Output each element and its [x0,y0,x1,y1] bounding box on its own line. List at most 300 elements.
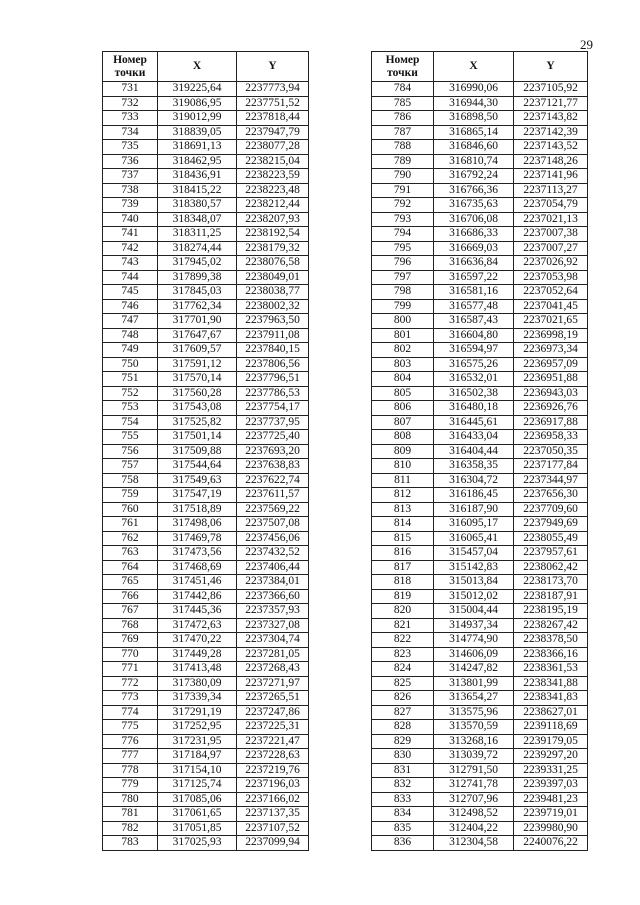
y-coordinate-cell: 2237796,51 [237,372,309,387]
y-coordinate-cell: 2238055,49 [514,531,588,546]
x-coordinate-cell: 317252,95 [158,720,237,735]
point-number-cell: 776 [103,734,158,749]
point-number-cell: 816 [372,546,434,561]
x-coordinate-cell: 319225,64 [158,82,237,97]
x-coordinate-cell: 318415,22 [158,183,237,198]
point-number-cell: 827 [372,705,434,720]
table-row [372,705,588,720]
x-coordinate-cell: 312498,52 [434,807,514,822]
point-number-cell: 739 [103,198,158,213]
y-coordinate-cell: 2237357,93 [237,604,309,619]
x-coordinate-cell: 317380,09 [158,676,237,691]
point-number-cell: 737 [103,169,158,184]
y-coordinate-cell: 2237026,92 [514,256,588,271]
table-row [103,169,309,184]
table-row [372,531,588,546]
y-coordinate-cell: 2237142,39 [514,125,588,140]
point-number-cell: 752 [103,386,158,401]
point-number-cell: 771 [103,662,158,677]
point-number-cell: 836 [372,836,434,851]
table-row [103,691,309,706]
y-coordinate-cell: 2238062,42 [514,560,588,575]
y-coordinate-cell: 2238366,16 [514,647,588,662]
table-row [103,82,309,97]
x-coordinate-cell: 316095,17 [434,517,514,532]
x-coordinate-cell: 316669,03 [434,241,514,256]
table-row [103,807,309,822]
y-coordinate-cell: 2238212,44 [237,198,309,213]
y-coordinate-cell: 2238002,32 [237,299,309,314]
y-coordinate-cell: 2237327,08 [237,618,309,633]
x-coordinate-cell: 315012,02 [434,589,514,604]
point-number-cell: 828 [372,720,434,735]
table-row [372,241,588,256]
table-row [372,778,588,793]
table-row [372,807,588,822]
y-coordinate-cell: 2238077,28 [237,140,309,155]
point-number-cell: 782 [103,821,158,836]
point-number-cell: 733 [103,111,158,126]
x-coordinate-cell: 315004,44 [434,604,514,619]
y-coordinate-cell: 2237143,82 [514,111,588,126]
x-coordinate-cell: 314774,90 [434,633,514,648]
y-coordinate-cell: 2237021,13 [514,212,588,227]
table-row [103,212,309,227]
point-number-cell: 761 [103,517,158,532]
point-number-cell: 795 [372,241,434,256]
y-coordinate-cell: 2238267,42 [514,618,588,633]
table-row [103,618,309,633]
point-number-cell: 793 [372,212,434,227]
point-number-cell: 766 [103,589,158,604]
point-number-cell: 756 [103,444,158,459]
x-coordinate-cell: 312791,50 [434,763,514,778]
table-row [103,125,309,140]
y-coordinate-cell: 2237148,26 [514,154,588,169]
point-number-cell: 777 [103,749,158,764]
table-row [372,314,588,329]
x-coordinate-cell: 317449,28 [158,647,237,662]
point-number-cell: 818 [372,575,434,590]
point-number-cell: 770 [103,647,158,662]
x-coordinate-cell: 317547,19 [158,488,237,503]
point-number-cell: 809 [372,444,434,459]
x-coordinate-cell: 313654,27 [434,691,514,706]
point-number-cell: 822 [372,633,434,648]
y-coordinate-cell: 2237366,60 [237,589,309,604]
table-row [372,183,588,198]
x-coordinate-cell: 316304,72 [434,473,514,488]
x-coordinate-cell: 312404,22 [434,821,514,836]
point-number-cell: 797 [372,270,434,285]
x-coordinate-cell: 313268,16 [434,734,514,749]
table-row [372,111,588,126]
table-row [103,270,309,285]
x-coordinate-cell: 316990,06 [434,82,514,97]
point-number-cell: 750 [103,357,158,372]
point-number-cell: 745 [103,285,158,300]
point-number-cell: 748 [103,328,158,343]
y-coordinate-cell: 2237268,43 [237,662,309,677]
y-coordinate-cell: 2238627,01 [514,705,588,720]
y-coordinate-cell: 2237947,79 [237,125,309,140]
point-number-cell: 792 [372,198,434,213]
point-number-cell: 798 [372,285,434,300]
y-coordinate-cell: 2237737,95 [237,415,309,430]
x-coordinate-cell: 316792,24 [434,169,514,184]
table-row [103,198,309,213]
point-number-cell: 774 [103,705,158,720]
y-header: Y [514,52,588,82]
x-coordinate-cell: 317647,67 [158,328,237,343]
table-row [103,183,309,198]
table-row [103,546,309,561]
table-row [372,604,588,619]
point-number-header-line1: Номер [113,53,147,66]
x-coordinate-cell: 316735,63 [434,198,514,213]
point-number-cell: 814 [372,517,434,532]
y-coordinate-cell: 2238207,93 [237,212,309,227]
x-coordinate-cell: 318436,91 [158,169,237,184]
x-coordinate-cell: 317472,63 [158,618,237,633]
y-coordinate-cell: 2237963,50 [237,314,309,329]
x-coordinate-cell: 318380,57 [158,198,237,213]
x-coordinate-cell: 316480,18 [434,401,514,416]
x-coordinate-cell: 316433,04 [434,430,514,445]
x-coordinate-cell: 314247,82 [434,662,514,677]
x-coordinate-cell: 316581,16 [434,285,514,300]
x-coordinate-cell: 316944,30 [434,96,514,111]
x-coordinate-cell: 312741,78 [434,778,514,793]
table-row [103,560,309,575]
table-row [103,459,309,474]
y-coordinate-cell: 2237709,60 [514,502,588,517]
y-coordinate-cell: 2237137,35 [237,807,309,822]
x-coordinate-cell: 318311,25 [158,227,237,242]
x-coordinate-cell: 317518,89 [158,502,237,517]
table-row [103,647,309,662]
point-number-cell: 769 [103,633,158,648]
table-row [372,140,588,155]
table-row [103,444,309,459]
table-row [103,285,309,300]
x-coordinate-cell: 317468,69 [158,560,237,575]
table-row [103,575,309,590]
point-number-cell: 749 [103,343,158,358]
x-coordinate-cell: 317544,64 [158,459,237,474]
x-coordinate-cell: 317473,56 [158,546,237,561]
point-number-cell: 804 [372,372,434,387]
table-row [103,241,309,256]
table-row [372,560,588,575]
point-number-cell: 803 [372,357,434,372]
x-coordinate-cell: 317231,95 [158,734,237,749]
point-number-cell: 796 [372,256,434,271]
table-body-right [372,82,588,851]
table-row [103,140,309,155]
table-row [372,401,588,416]
table-row [372,82,588,97]
table-row [372,386,588,401]
x-coordinate-cell: 317570,14 [158,372,237,387]
table-row [103,531,309,546]
y-coordinate-cell: 2237021,65 [514,314,588,329]
x-coordinate-cell: 317445,36 [158,604,237,619]
x-coordinate-cell: 316186,45 [434,488,514,503]
x-coordinate-cell: 318274,44 [158,241,237,256]
point-number-cell: 829 [372,734,434,749]
table-row [103,357,309,372]
y-coordinate-cell: 2238187,91 [514,589,588,604]
y-coordinate-cell: 2237693,20 [237,444,309,459]
table-row [103,430,309,445]
point-number-cell: 784 [372,82,434,97]
x-coordinate-cell: 317085,06 [158,792,237,807]
point-number-cell: 820 [372,604,434,619]
point-number-cell: 760 [103,502,158,517]
y-coordinate-cell: 2237281,05 [237,647,309,662]
point-number-cell: 741 [103,227,158,242]
table-row [372,227,588,242]
point-number-cell: 736 [103,154,158,169]
y-coordinate-cell: 2237141,96 [514,169,588,184]
table-row [103,96,309,111]
x-coordinate-cell: 315457,04 [434,546,514,561]
point-number-cell: 823 [372,647,434,662]
point-number-cell: 800 [372,314,434,329]
x-coordinate-cell: 317470,22 [158,633,237,648]
table-row [372,821,588,836]
point-number-cell: 765 [103,575,158,590]
y-coordinate-cell: 2237384,01 [237,575,309,590]
x-coordinate-cell: 317701,90 [158,314,237,329]
y-coordinate-cell: 2237773,94 [237,82,309,97]
table-row [372,299,588,314]
table-row [372,546,588,561]
table-row [103,778,309,793]
x-coordinate-cell: 312304,58 [434,836,514,851]
point-number-cell: 801 [372,328,434,343]
table-row [103,676,309,691]
table-row [103,343,309,358]
point-number-cell: 753 [103,401,158,416]
x-coordinate-cell: 313039,72 [434,749,514,764]
point-number-cell: 759 [103,488,158,503]
table-row [372,691,588,706]
point-number-cell: 817 [372,560,434,575]
table-row [103,633,309,648]
point-number-cell: 754 [103,415,158,430]
point-number-cell: 835 [372,821,434,836]
y-coordinate-cell: 2237432,52 [237,546,309,561]
point-number-cell: 781 [103,807,158,822]
table-row [103,502,309,517]
x-coordinate-cell: 313575,96 [434,705,514,720]
y-coordinate-cell: 2238076,58 [237,256,309,271]
table-row [372,792,588,807]
point-number-cell: 802 [372,343,434,358]
y-coordinate-cell: 2237456,06 [237,531,309,546]
table-row [103,328,309,343]
x-coordinate-cell: 316404,44 [434,444,514,459]
table-row [103,821,309,836]
y-coordinate-cell: 2237221,47 [237,734,309,749]
x-coordinate-cell: 317051,85 [158,821,237,836]
point-number-cell: 742 [103,241,158,256]
point-number-cell: 812 [372,488,434,503]
table-row [372,169,588,184]
y-coordinate-cell: 2239719,01 [514,807,588,822]
table-row [372,473,588,488]
point-number-cell: 821 [372,618,434,633]
point-number-cell: 734 [103,125,158,140]
x-coordinate-cell: 317899,38 [158,270,237,285]
point-number-cell: 762 [103,531,158,546]
y-coordinate-cell: 2237121,77 [514,96,588,111]
y-coordinate-cell: 2239331,25 [514,763,588,778]
point-number-cell: 808 [372,430,434,445]
x-coordinate-cell: 317591,12 [158,357,237,372]
y-coordinate-cell: 2238038,77 [237,285,309,300]
x-coordinate-cell: 316065,41 [434,531,514,546]
y-coordinate-cell: 2237569,22 [237,502,309,517]
x-coordinate-cell: 316597,22 [434,270,514,285]
point-number-cell: 735 [103,140,158,155]
table-row [372,749,588,764]
table-row [372,720,588,735]
table-row [372,372,588,387]
x-coordinate-cell: 313801,99 [434,676,514,691]
x-coordinate-cell: 317451,46 [158,575,237,590]
point-number-cell: 743 [103,256,158,271]
table-row [372,647,588,662]
y-coordinate-cell: 2238195,19 [514,604,588,619]
point-number-cell: 731 [103,82,158,97]
point-number-cell: 775 [103,720,158,735]
x-coordinate-cell: 316594,97 [434,343,514,358]
x-coordinate-cell: 318348,07 [158,212,237,227]
x-header: X [158,52,237,82]
point-number-cell: 834 [372,807,434,822]
y-coordinate-cell: 2237105,92 [514,82,588,97]
x-coordinate-cell: 317945,02 [158,256,237,271]
y-coordinate-cell: 2238179,32 [237,241,309,256]
point-number-cell: 767 [103,604,158,619]
y-coordinate-cell: 2237113,27 [514,183,588,198]
table-row [103,473,309,488]
x-coordinate-cell: 317549,63 [158,473,237,488]
y-coordinate-cell: 2237007,38 [514,227,588,242]
y-coordinate-cell: 2236973,34 [514,343,588,358]
table-row [103,299,309,314]
point-number-cell: 791 [372,183,434,198]
table-row [372,734,588,749]
table-row [372,763,588,778]
x-coordinate-cell: 316502,38 [434,386,514,401]
y-coordinate-cell: 2237177,84 [514,459,588,474]
table-row [372,430,588,445]
x-coordinate-cell: 317442,86 [158,589,237,604]
y-header: Y [237,52,309,82]
y-coordinate-cell: 2238223,48 [237,183,309,198]
table-row [372,502,588,517]
point-number-cell: 783 [103,836,158,851]
table-row [103,111,309,126]
y-coordinate-cell: 2237507,08 [237,517,309,532]
x-coordinate-cell: 317762,34 [158,299,237,314]
x-coordinate-cell: 316445,61 [434,415,514,430]
table-row [103,154,309,169]
y-coordinate-cell: 2239397,03 [514,778,588,793]
y-coordinate-cell: 2236943,03 [514,386,588,401]
point-number-cell: 758 [103,473,158,488]
y-coordinate-cell: 2238361,53 [514,662,588,677]
point-number-header [372,52,434,82]
x-coordinate-cell: 316577,48 [434,299,514,314]
y-coordinate-cell: 2238215,04 [237,154,309,169]
x-coordinate-cell: 316865,14 [434,125,514,140]
x-coordinate-cell: 317543,08 [158,401,237,416]
x-coordinate-cell: 319086,95 [158,96,237,111]
table-row [103,589,309,604]
table-row [372,618,588,633]
y-coordinate-cell: 2237751,52 [237,96,309,111]
x-coordinate-cell: 317469,78 [158,531,237,546]
x-coordinate-cell: 317025,93 [158,836,237,851]
table-row [372,459,588,474]
point-number-cell: 806 [372,401,434,416]
point-number-cell: 763 [103,546,158,561]
x-header: X [434,52,514,82]
y-coordinate-cell: 2239297,20 [514,749,588,764]
x-coordinate-cell: 314606,09 [434,647,514,662]
y-coordinate-cell: 2237107,52 [237,821,309,836]
y-coordinate-cell: 2238341,83 [514,691,588,706]
point-number-cell: 746 [103,299,158,314]
x-coordinate-cell: 316686,33 [434,227,514,242]
y-coordinate-cell: 2237638,83 [237,459,309,474]
x-coordinate-cell: 317501,14 [158,430,237,445]
coordinates-table-right [371,51,588,851]
table-row [372,343,588,358]
point-number-cell: 799 [372,299,434,314]
table-row [103,749,309,764]
x-coordinate-cell: 317509,88 [158,444,237,459]
y-coordinate-cell: 2236926,76 [514,401,588,416]
table-row [372,198,588,213]
y-coordinate-cell: 2240076,22 [514,836,588,851]
x-coordinate-cell: 313570,59 [434,720,514,735]
point-number-cell: 764 [103,560,158,575]
table-row [103,386,309,401]
x-coordinate-cell: 316187,90 [434,502,514,517]
x-coordinate-cell: 317609,57 [158,343,237,358]
table-row [372,96,588,111]
point-number-cell: 787 [372,125,434,140]
point-number-cell: 813 [372,502,434,517]
table-row [103,256,309,271]
y-coordinate-cell: 2237786,53 [237,386,309,401]
table-header-row [103,52,309,82]
y-coordinate-cell: 2239179,05 [514,734,588,749]
x-coordinate-cell: 316706,08 [434,212,514,227]
x-coordinate-cell: 316898,50 [434,111,514,126]
point-number-cell: 830 [372,749,434,764]
point-number-cell: 788 [372,140,434,155]
point-number-cell: 772 [103,676,158,691]
x-coordinate-cell: 317339,34 [158,691,237,706]
table-row [372,575,588,590]
